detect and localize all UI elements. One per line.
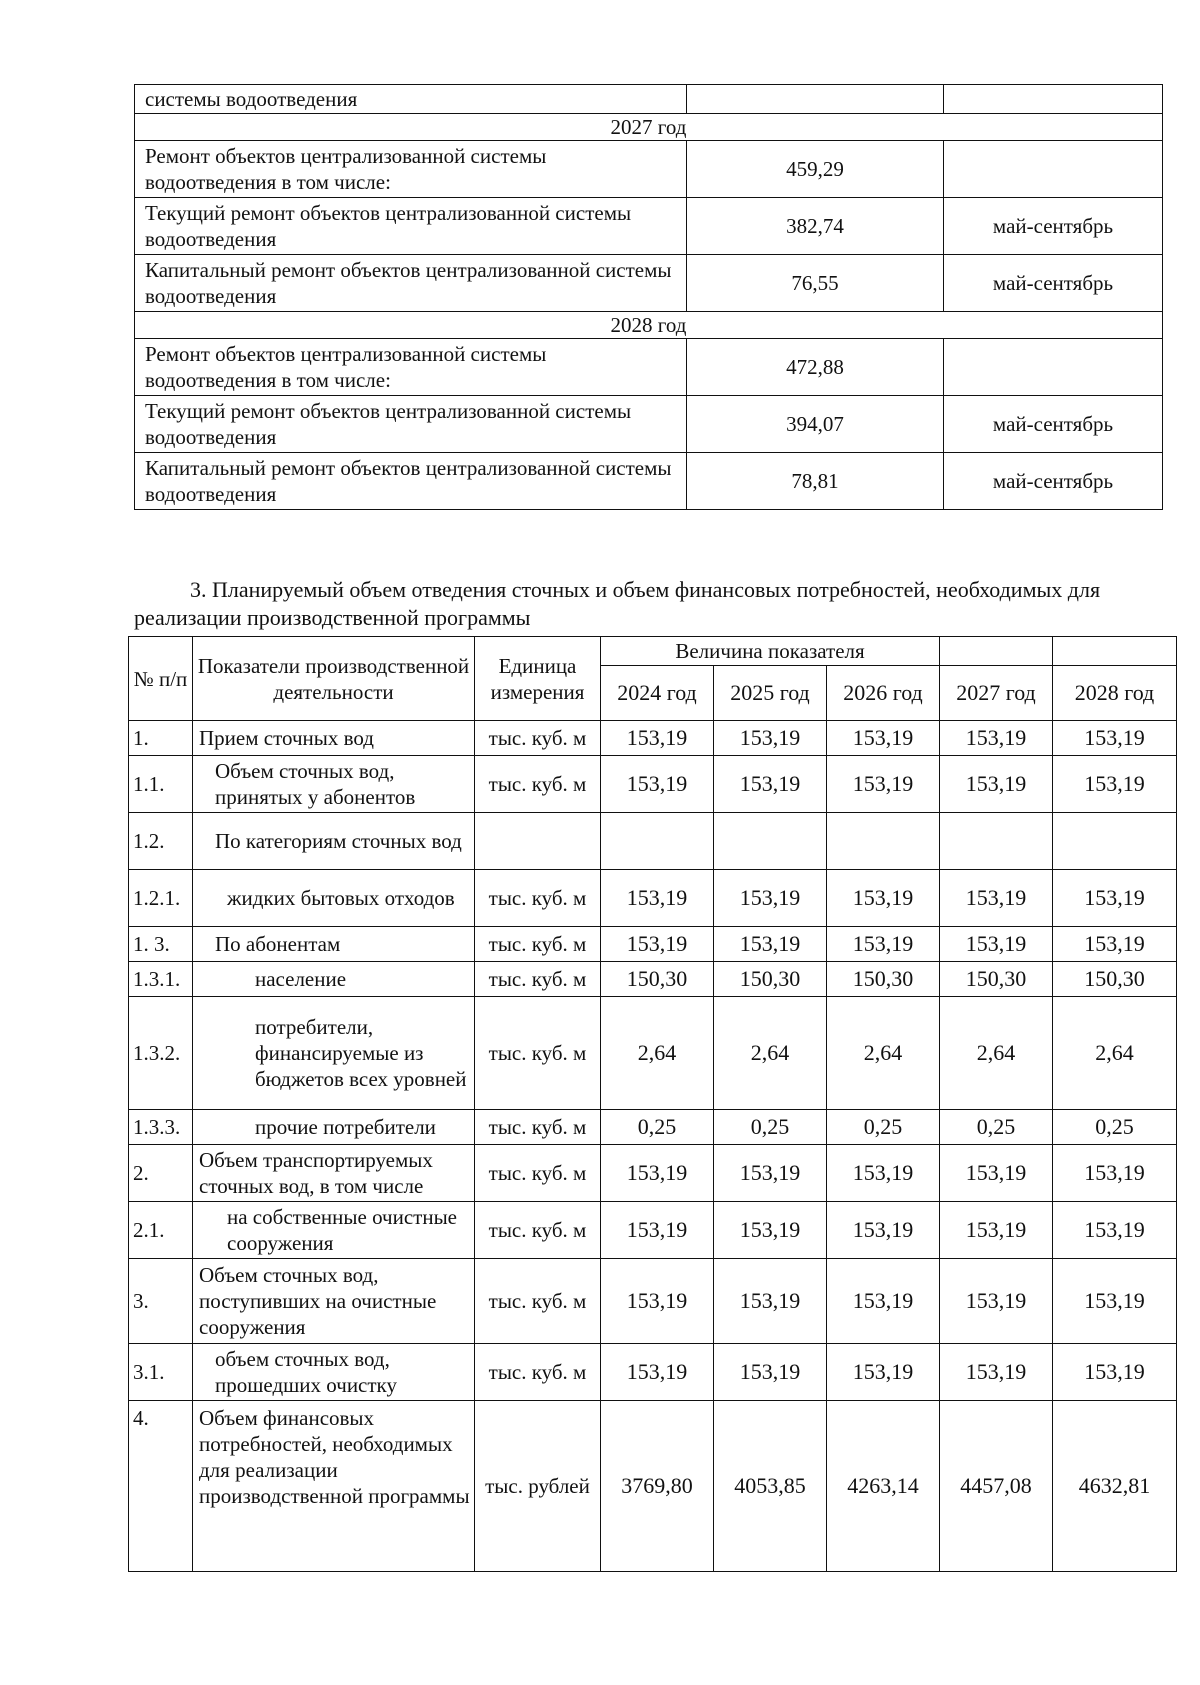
production-indicators-table	[128, 636, 1177, 1572]
row-label: Прием сточных вод	[193, 721, 475, 756]
cost-value: 394,07	[687, 396, 944, 453]
value-2028: 153,19	[1053, 927, 1177, 962]
value-2025: 153,19	[714, 1145, 827, 1202]
value-2027	[940, 813, 1053, 870]
row-num: 2.1.	[129, 1202, 193, 1259]
value-2028: 0,25	[1053, 1110, 1177, 1145]
value-2024: 153,19	[601, 1202, 714, 1259]
value-2024: 153,19	[601, 1259, 714, 1344]
header-year: 2027 год	[940, 666, 1053, 721]
row-label: Ремонт объектов централизованной системы водоотведения в том числе:	[135, 339, 687, 396]
row-label: Объем транспортируемых сточных вод, в том числе	[193, 1145, 475, 1202]
row-unit: тыс. куб. м	[475, 756, 601, 813]
row-unit: тыс. куб. м	[475, 1259, 601, 1344]
row-num: 3.1.	[129, 1344, 193, 1401]
value-2024: 153,19	[601, 721, 714, 756]
header-value-group: Величина показателя	[601, 637, 940, 666]
value-2028: 153,19	[1053, 1145, 1177, 1202]
value-2026: 153,19	[827, 1259, 940, 1344]
year-row	[135, 114, 1163, 141]
cost-value: 472,88	[687, 339, 944, 396]
value-2024: 153,19	[601, 1145, 714, 1202]
row-num: 1.1.	[129, 756, 193, 813]
header-year: 2025 год	[714, 666, 827, 721]
value-2026: 2,64	[827, 997, 940, 1110]
header-year: 2026 год	[827, 666, 940, 721]
row-label: Текущий ремонт объектов централизованной системы водоотведения	[135, 198, 687, 255]
value-2027: 153,19	[940, 1202, 1053, 1259]
value-2028: 153,19	[1053, 870, 1177, 927]
row-label: По абонентам	[193, 927, 475, 962]
row-num: 1.3.3.	[129, 1110, 193, 1145]
header-num: № п/п	[129, 637, 193, 721]
row-num: 1.	[129, 721, 193, 756]
row-unit: тыс. куб. м	[475, 997, 601, 1110]
value-2027: 0,25	[940, 1110, 1053, 1145]
value-2027: 153,19	[940, 927, 1053, 962]
table-row	[129, 997, 1177, 1110]
value-2027: 153,19	[940, 870, 1053, 927]
table-row	[129, 756, 1177, 813]
table-row	[135, 255, 1163, 312]
value-2027: 153,19	[940, 721, 1053, 756]
repair-schedule-table	[134, 84, 1163, 510]
row-label: По категориям сточных вод	[193, 813, 475, 870]
row-num: 1. 3.	[129, 927, 193, 962]
table-row	[135, 396, 1163, 453]
table-row	[129, 721, 1177, 756]
value-2027: 153,19	[940, 756, 1053, 813]
value-2025: 153,19	[714, 756, 827, 813]
row-unit: тыс. рублей	[475, 1401, 601, 1572]
value-2026	[827, 813, 940, 870]
row-label: прочие потребители	[193, 1110, 475, 1145]
value-2026: 0,25	[827, 1110, 940, 1145]
row-label: потребители, финансируемые из бюджетов всех уровней	[193, 997, 475, 1110]
value-2027: 153,19	[940, 1259, 1053, 1344]
year-label: 2027 год	[135, 114, 1163, 141]
value-2026: 150,30	[827, 962, 940, 997]
value-2028: 153,19	[1053, 1344, 1177, 1401]
empty-cell	[944, 85, 1163, 114]
value-2024: 150,30	[601, 962, 714, 997]
row-unit: тыс. куб. м	[475, 870, 601, 927]
row-label: Текущий ремонт объектов централизованной системы водоотведения	[135, 396, 687, 453]
period-value: май-сентябрь	[944, 396, 1163, 453]
value-2025: 153,19	[714, 870, 827, 927]
table-row	[129, 870, 1177, 927]
value-2026: 153,19	[827, 1202, 940, 1259]
value-2025: 2,64	[714, 997, 827, 1110]
value-2028: 153,19	[1053, 721, 1177, 756]
value-2025: 153,19	[714, 1259, 827, 1344]
value-2024: 153,19	[601, 927, 714, 962]
header-unit: Единица измерения	[475, 637, 601, 721]
table-row	[129, 927, 1177, 962]
table-row	[129, 1145, 1177, 1202]
header-year: 2024 год	[601, 666, 714, 721]
table-row	[129, 1259, 1177, 1344]
section-heading: 3. Планируемый объем отведения сточных и объем финансовых потребностей, необходимых для реализации производственной программы	[134, 577, 1101, 630]
row-num: 1.2.	[129, 813, 193, 870]
value-2027: 4457,08	[940, 1401, 1053, 1572]
value-2026: 153,19	[827, 1344, 940, 1401]
table-row	[129, 813, 1177, 870]
row-num: 1.3.2.	[129, 997, 193, 1110]
table-row	[135, 85, 1163, 114]
table-row	[129, 962, 1177, 997]
table-row	[135, 339, 1163, 396]
row-label: жидких бытовых отходов	[193, 870, 475, 927]
cost-value: 382,74	[687, 198, 944, 255]
period-value: май-сентябрь	[944, 453, 1163, 510]
period-value	[944, 141, 1163, 198]
period-value: май-сентябрь	[944, 255, 1163, 312]
value-2026: 153,19	[827, 1145, 940, 1202]
value-2024: 153,19	[601, 1344, 714, 1401]
year-label: 2028 год	[135, 312, 1163, 339]
value-2024: 3769,80	[601, 1401, 714, 1572]
value-2026: 4263,14	[827, 1401, 940, 1572]
value-2024: 2,64	[601, 997, 714, 1110]
header-year: 2028 год	[1053, 666, 1177, 721]
value-2026: 153,19	[827, 721, 940, 756]
value-2028	[1053, 813, 1177, 870]
row-num: 1.2.1.	[129, 870, 193, 927]
value-2028: 2,64	[1053, 997, 1177, 1110]
row-label: население	[193, 962, 475, 997]
table-row	[129, 1110, 1177, 1145]
row-label: на собственные очистные сооружения	[193, 1202, 475, 1259]
row-unit: тыс. куб. м	[475, 1110, 601, 1145]
value-2025: 153,19	[714, 927, 827, 962]
value-2025: 153,19	[714, 721, 827, 756]
period-value: май-сентябрь	[944, 198, 1163, 255]
value-2026: 153,19	[827, 756, 940, 813]
empty-cell	[1053, 637, 1177, 666]
value-2024: 153,19	[601, 870, 714, 927]
value-2026: 153,19	[827, 927, 940, 962]
value-2025: 153,19	[714, 1344, 827, 1401]
value-2024: 0,25	[601, 1110, 714, 1145]
row-num: 4.	[129, 1401, 193, 1572]
value-2025: 150,30	[714, 962, 827, 997]
row-unit: тыс. куб. м	[475, 927, 601, 962]
row-label: Капитальный ремонт объектов централизованной системы водоотведения	[135, 255, 687, 312]
row-unit: тыс. куб. м	[475, 1145, 601, 1202]
row-num: 1.3.1.	[129, 962, 193, 997]
row-label: Объем сточных вод, поступивших на очистные сооружения	[193, 1259, 475, 1344]
row-unit: тыс. куб. м	[475, 1202, 601, 1259]
value-2025: 0,25	[714, 1110, 827, 1145]
period-value	[944, 339, 1163, 396]
table-row	[129, 1401, 1177, 1572]
value-2027: 153,19	[940, 1344, 1053, 1401]
value-2028: 153,19	[1053, 756, 1177, 813]
row-num: 2.	[129, 1145, 193, 1202]
value-2028: 4632,81	[1053, 1401, 1177, 1572]
value-2027: 150,30	[940, 962, 1053, 997]
value-2025: 153,19	[714, 1202, 827, 1259]
table-row	[135, 453, 1163, 510]
row-unit: тыс. куб. м	[475, 721, 601, 756]
row-unit: тыс. куб. м	[475, 1344, 601, 1401]
empty-cell	[687, 85, 944, 114]
value-2025	[714, 813, 827, 870]
cost-value: 78,81	[687, 453, 944, 510]
value-2028: 153,19	[1053, 1259, 1177, 1344]
value-2028: 153,19	[1053, 1202, 1177, 1259]
empty-cell	[940, 637, 1053, 666]
table-row	[129, 1202, 1177, 1259]
row-label: Объем финансовых потребностей, необходимых для реализации производственной программы	[193, 1401, 475, 1572]
value-2027: 2,64	[940, 997, 1053, 1110]
cost-value: 459,29	[687, 141, 944, 198]
table-row	[135, 141, 1163, 198]
row-unit: тыс. куб. м	[475, 962, 601, 997]
value-2025: 4053,85	[714, 1401, 827, 1572]
value-2027: 153,19	[940, 1145, 1053, 1202]
row-label: объем сточных вод, прошедших очистку	[193, 1344, 475, 1401]
value-2024	[601, 813, 714, 870]
header-row	[129, 637, 1177, 666]
row-label: Ремонт объектов централизованной системы водоотведения в том числе:	[135, 141, 687, 198]
row-label: Капитальный ремонт объектов централизованной системы водоотведения	[135, 453, 687, 510]
year-row	[135, 312, 1163, 339]
row-label: системы водоотведения	[135, 85, 687, 114]
row-num: 3.	[129, 1259, 193, 1344]
value-2024: 153,19	[601, 756, 714, 813]
value-2028: 150,30	[1053, 962, 1177, 997]
value-2026: 153,19	[827, 870, 940, 927]
table-row	[135, 198, 1163, 255]
row-label: Объем сточных вод, принятых у абонентов	[193, 756, 475, 813]
table-row	[129, 1344, 1177, 1401]
row-unit	[475, 813, 601, 870]
header-indicator: Показатели производственной деятельности	[193, 637, 475, 721]
cost-value: 76,55	[687, 255, 944, 312]
